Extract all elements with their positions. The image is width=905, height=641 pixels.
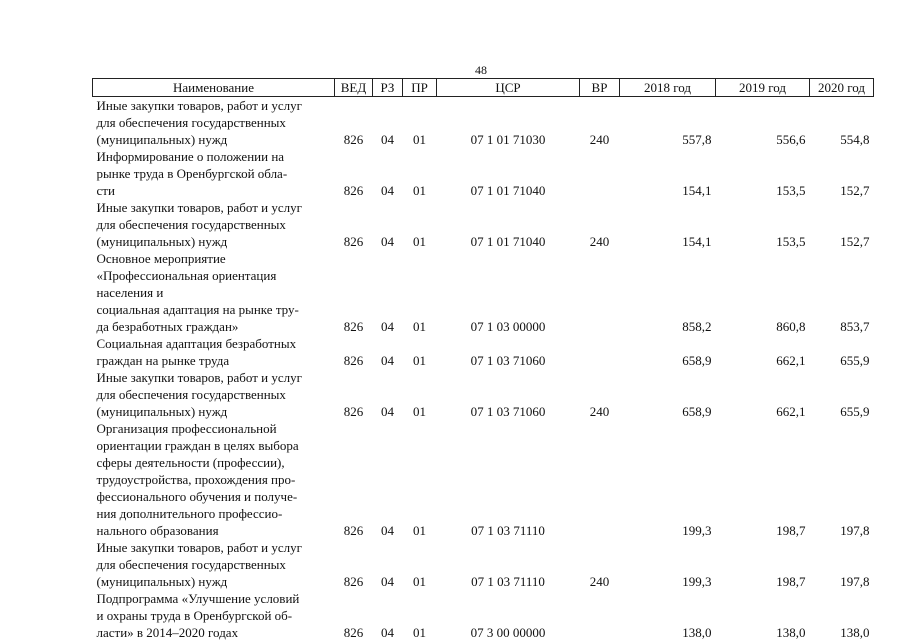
page-number: 48	[0, 63, 905, 78]
header-2019: 2019 год	[716, 79, 810, 97]
cell-rz: 04	[373, 369, 403, 420]
budget-table	[92, 78, 874, 641]
cell-name	[93, 369, 335, 420]
cell-2018: 858,2	[620, 250, 716, 335]
cell-vr	[580, 335, 620, 369]
name-line: ния дополнительного профессио-	[97, 505, 335, 522]
cell-ved: 826	[335, 199, 373, 250]
name-line: Организация профессиональной	[97, 420, 335, 437]
cell-2019: 198,7	[716, 539, 810, 590]
cell-ved: 826	[335, 148, 373, 199]
name-line: фессионального обучения и получе-	[97, 488, 335, 505]
cell-2019: 198,7	[716, 420, 810, 539]
cell-name	[93, 335, 335, 369]
cell-2018: 199,3	[620, 539, 716, 590]
name-line: для обеспечения государственных	[97, 114, 335, 131]
cell-pr: 01	[403, 97, 437, 149]
name-line: граждан на рынке труда	[97, 352, 335, 369]
cell-2019: 556,6	[716, 97, 810, 149]
cell-name	[93, 97, 335, 149]
cell-2018: 199,3	[620, 420, 716, 539]
cell-pr: 01	[403, 250, 437, 335]
cell-2020: 853,7	[810, 250, 874, 335]
name-line: для обеспечения государственных	[97, 216, 335, 233]
name-line: нального образования	[97, 522, 335, 539]
name-line: для обеспечения государственных	[97, 556, 335, 573]
header-2020: 2020 год	[810, 79, 874, 97]
cell-pr: 01	[403, 539, 437, 590]
name-line: сти	[97, 182, 335, 199]
table-row	[93, 199, 874, 250]
name-line: да безработных граждан»	[97, 318, 335, 335]
cell-csr: 07 1 03 71110	[437, 539, 580, 590]
cell-name	[93, 199, 335, 250]
name-line: социальная адаптация на рынке тру-	[97, 301, 335, 318]
cell-vr: 240	[580, 97, 620, 149]
cell-vr	[580, 250, 620, 335]
cell-2020: 138,0	[810, 590, 874, 641]
header-2018: 2018 год	[620, 79, 716, 97]
header-csr: ЦСР	[437, 79, 580, 97]
cell-rz: 04	[373, 199, 403, 250]
cell-pr: 01	[403, 590, 437, 641]
cell-2020: 197,8	[810, 539, 874, 590]
table-header-row	[93, 79, 874, 97]
cell-pr: 01	[403, 369, 437, 420]
table-row	[93, 539, 874, 590]
cell-2019: 153,5	[716, 148, 810, 199]
cell-ved: 826	[335, 369, 373, 420]
cell-rz: 04	[373, 420, 403, 539]
cell-vr	[580, 148, 620, 199]
name-line: (муниципальных) нужд	[97, 233, 335, 250]
cell-2020: 655,9	[810, 369, 874, 420]
name-line: Иные закупки товаров, работ и услуг	[97, 97, 335, 114]
table-row	[93, 590, 874, 641]
header-rz: РЗ	[373, 79, 403, 97]
cell-rz: 04	[373, 539, 403, 590]
cell-ved: 826	[335, 250, 373, 335]
name-line: Основное мероприятие «Профессиональная ориентация населения и	[97, 250, 335, 301]
cell-rz: 04	[373, 590, 403, 641]
cell-2019: 153,5	[716, 199, 810, 250]
name-line: трудоустройства, прохождения про-	[97, 471, 335, 488]
cell-ved: 826	[335, 539, 373, 590]
cell-ved: 826	[335, 97, 373, 149]
cell-csr: 07 1 01 71030	[437, 97, 580, 149]
name-line: Социальная адаптация безработных	[97, 335, 335, 352]
name-line: (муниципальных) нужд	[97, 131, 335, 148]
cell-ved: 826	[335, 335, 373, 369]
cell-vr: 240	[580, 539, 620, 590]
name-line: и охраны труда в Оренбургской об-	[97, 607, 335, 624]
cell-2019: 860,8	[716, 250, 810, 335]
budget-table-container	[92, 78, 873, 641]
cell-csr: 07 1 03 00000	[437, 250, 580, 335]
name-line: Подпрограмма «Улучшение условий	[97, 590, 335, 607]
table-body	[93, 97, 874, 641]
cell-csr: 07 3 00 00000	[437, 590, 580, 641]
cell-2019: 662,1	[716, 335, 810, 369]
cell-csr: 07 1 01 71040	[437, 148, 580, 199]
table-row	[93, 420, 874, 539]
cell-pr: 01	[403, 199, 437, 250]
cell-rz: 04	[373, 335, 403, 369]
cell-pr: 01	[403, 335, 437, 369]
name-line: (муниципальных) нужд	[97, 573, 335, 590]
cell-csr: 07 1 03 71060	[437, 369, 580, 420]
table-row	[93, 250, 874, 335]
name-line: ориентации граждан в целях выбора	[97, 437, 335, 454]
cell-2020: 197,8	[810, 420, 874, 539]
cell-name	[93, 590, 335, 641]
cell-ved: 826	[335, 590, 373, 641]
cell-2018: 138,0	[620, 590, 716, 641]
cell-2018: 154,1	[620, 148, 716, 199]
name-line: Иные закупки товаров, работ и услуг	[97, 369, 335, 386]
cell-csr: 07 1 01 71040	[437, 199, 580, 250]
table-row	[93, 148, 874, 199]
cell-name	[93, 148, 335, 199]
cell-vr	[580, 420, 620, 539]
cell-pr: 01	[403, 148, 437, 199]
cell-2019: 662,1	[716, 369, 810, 420]
cell-2020: 152,7	[810, 148, 874, 199]
cell-name	[93, 539, 335, 590]
cell-2018: 658,9	[620, 335, 716, 369]
cell-vr: 240	[580, 199, 620, 250]
cell-rz: 04	[373, 148, 403, 199]
name-line: Иные закупки товаров, работ и услуг	[97, 199, 335, 216]
name-line: Информирование о положении на	[97, 148, 335, 165]
cell-pr: 01	[403, 420, 437, 539]
cell-rz: 04	[373, 250, 403, 335]
name-line: рынке труда в Оренбургской обла-	[97, 165, 335, 182]
name-line: для обеспечения государственных	[97, 386, 335, 403]
name-line: (муниципальных) нужд	[97, 403, 335, 420]
cell-name	[93, 250, 335, 335]
name-line: сферы деятельности (профессии),	[97, 454, 335, 471]
header-pr: ПР	[403, 79, 437, 97]
table-row	[93, 97, 874, 149]
cell-2020: 152,7	[810, 199, 874, 250]
cell-2020: 655,9	[810, 335, 874, 369]
cell-2020: 554,8	[810, 97, 874, 149]
cell-vr: 240	[580, 369, 620, 420]
cell-csr: 07 1 03 71060	[437, 335, 580, 369]
name-line: Иные закупки товаров, работ и услуг	[97, 539, 335, 556]
header-name: Наименование	[93, 79, 335, 97]
cell-2018: 154,1	[620, 199, 716, 250]
header-ved: ВЕД	[335, 79, 373, 97]
table-row	[93, 335, 874, 369]
cell-2018: 557,8	[620, 97, 716, 149]
cell-2019: 138,0	[716, 590, 810, 641]
cell-vr	[580, 590, 620, 641]
header-vr: ВР	[580, 79, 620, 97]
cell-name	[93, 420, 335, 539]
table-row	[93, 369, 874, 420]
cell-rz: 04	[373, 97, 403, 149]
cell-ved: 826	[335, 420, 373, 539]
cell-2018: 658,9	[620, 369, 716, 420]
name-line: ласти» в 2014–2020 годах	[97, 624, 335, 641]
cell-csr: 07 1 03 71110	[437, 420, 580, 539]
